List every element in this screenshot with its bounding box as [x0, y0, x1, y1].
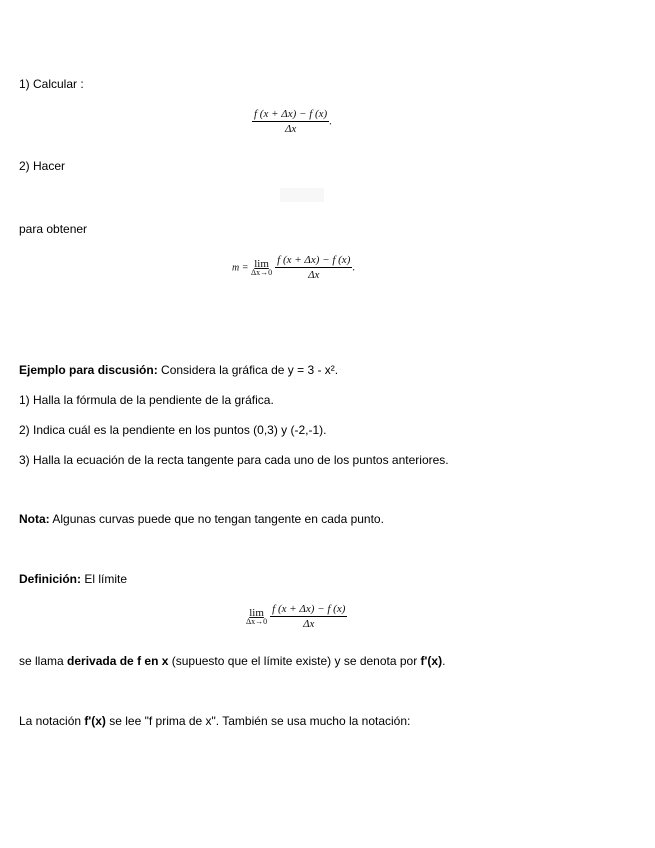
- notacion-pre: La notación: [19, 714, 85, 728]
- eq2-lhs: m =: [232, 262, 251, 274]
- step-1: 1) Calcular :: [19, 77, 84, 91]
- notacion-post: se lee "f prima de x". También se usa mucho la notación:: [105, 714, 411, 728]
- eq2-limit: lim Δx→0: [250, 258, 273, 277]
- definicion-label: Definición:: [19, 572, 81, 586]
- derivada-term: derivada de f en x: [67, 654, 169, 668]
- step-2: 2) Hacer: [19, 159, 66, 173]
- derivada-notation: f'(x): [420, 654, 443, 668]
- definicion-text: El límite: [81, 572, 128, 586]
- eq1-numerator: f (x + Δx) − f (x): [254, 108, 328, 120]
- derivada-post: .: [442, 654, 446, 668]
- eq1-denominator: Δx: [284, 123, 297, 135]
- nota-label: Nota:: [19, 512, 50, 526]
- ejemplo-label: Ejemplo para discusión:: [19, 363, 158, 377]
- difference-quotient-formula: $\frac{f (x + \Delta x) - f (x)}{\Delta x}$ .: [254, 108, 333, 135]
- notacion-bold: f'(x): [84, 714, 106, 728]
- derivada-pre: se llama: [19, 654, 68, 668]
- definicion-paragraph: [19, 572, 127, 586]
- nota-paragraph: [19, 512, 384, 526]
- eq2-numerator: f (x + Δx) − f (x): [277, 254, 351, 266]
- nota-text: Algunas curvas puede que no tengan tangente en cada punto.: [49, 512, 384, 526]
- ejemplo-paragraph: [19, 363, 338, 377]
- derivative-limit-formula: [246, 603, 347, 630]
- eq3-limit: lim Δx→0: [246, 607, 268, 626]
- derivada-mid: (supuesto que el límite existe) y se denota por: [168, 654, 421, 668]
- eq2-denominator: Δx: [308, 269, 320, 281]
- derivada-paragraph: [19, 654, 445, 668]
- notacion-paragraph: [19, 714, 410, 728]
- eq3-numerator: f (x + Δx) − f (x): [272, 603, 346, 615]
- ejemplo-text: Considera la gráfica de y = 3 - x².: [157, 363, 339, 377]
- ejemplo-item-1: 1) Halla la fórmula de la pendiente de la gráfica.: [19, 393, 274, 407]
- slope-limit-formula: m = lim Δx→0 $\frac{f (x + \Delta x) - f (x)}{\Delta x}$ .: [232, 254, 356, 281]
- eq3-denominator: Δx: [303, 618, 315, 630]
- ejemplo-item-2: 2) Indica cuál es la pendiente en los puntos (0,3) y (-2,-1).: [19, 423, 327, 437]
- faint-image-placeholder: [280, 188, 324, 202]
- ejemplo-item-3: 3) Halla la ecuación de la recta tangente para cada uno de los puntos anteriores.: [19, 453, 449, 467]
- para-obtener: para obtener: [19, 222, 88, 236]
